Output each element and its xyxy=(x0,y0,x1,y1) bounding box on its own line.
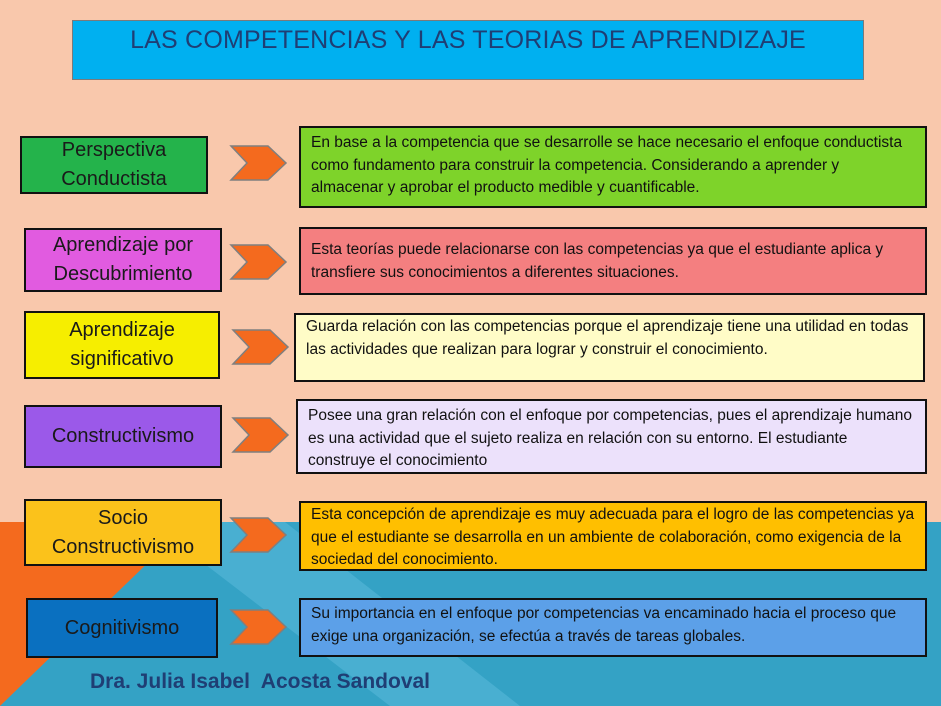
label-perspectiva-conductista: Perspectiva Conductista xyxy=(20,136,208,194)
description-constructivismo: Posee una gran relación con el enfoque por competencias, pues el aprendizaje humano es una actividad que el sujeto realiza en relación con su entorno. El estudiante construye el conocimiento xyxy=(296,399,927,474)
chevron-arrow-icon xyxy=(228,241,290,283)
chevron-arrow-icon xyxy=(230,326,292,368)
label-cognitivismo: Cognitivismo xyxy=(26,598,218,658)
chevron-arrow-icon xyxy=(228,514,290,556)
description-aprendizaje-por-descubrimiento: Esta teorías puede relacionarse con las competencias ya que el estudiante aplica y transfiere sus conocimientos a diferentes situaciones. xyxy=(299,227,927,295)
description-cognitivismo: Su importancia en el enfoque por competencias va encaminado hacia el proceso que exige una organización, se efectúa a través de tareas globales. xyxy=(299,598,927,657)
label-aprendizaje-significativo: Aprendizaje significativo xyxy=(24,311,220,379)
description-aprendizaje-significativo: Guarda relación con las competencias porque el aprendizaje tiene una utilidad en todas las actividades que realizan para lograr y construir el conocimiento. xyxy=(294,313,925,382)
chevron-arrow-icon xyxy=(228,142,290,184)
author-credit: Dra. Julia Isabel Acosta Sandoval xyxy=(90,670,431,693)
label-constructivismo: Constructivismo xyxy=(24,405,222,468)
page-title: LAS COMPETENCIAS Y LAS TEORIAS DE APRENDIZAJE xyxy=(72,20,864,80)
chevron-arrow-icon xyxy=(230,414,292,456)
label-aprendizaje-por-descubrimiento: Aprendizaje por Descubrimiento xyxy=(24,228,222,292)
chevron-arrow-icon xyxy=(228,606,290,648)
description-perspectiva-conductista: En base a la competencia que se desarrolle se hace necesario el enfoque conductista como fundamento para construir la competencia. Considerando a aprender y almacenar y aprobar el producto medible y cuantificable. xyxy=(299,126,927,208)
label-socio-constructivismo: Socio Constructivismo xyxy=(24,499,222,566)
description-socio-constructivismo: Esta concepción de aprendizaje es muy adecuada para el logro de las competencias ya que el estudiante se desarrolla en un ambiente de colaboración, como exigencia de la sociedad del conocimiento. xyxy=(299,501,927,571)
